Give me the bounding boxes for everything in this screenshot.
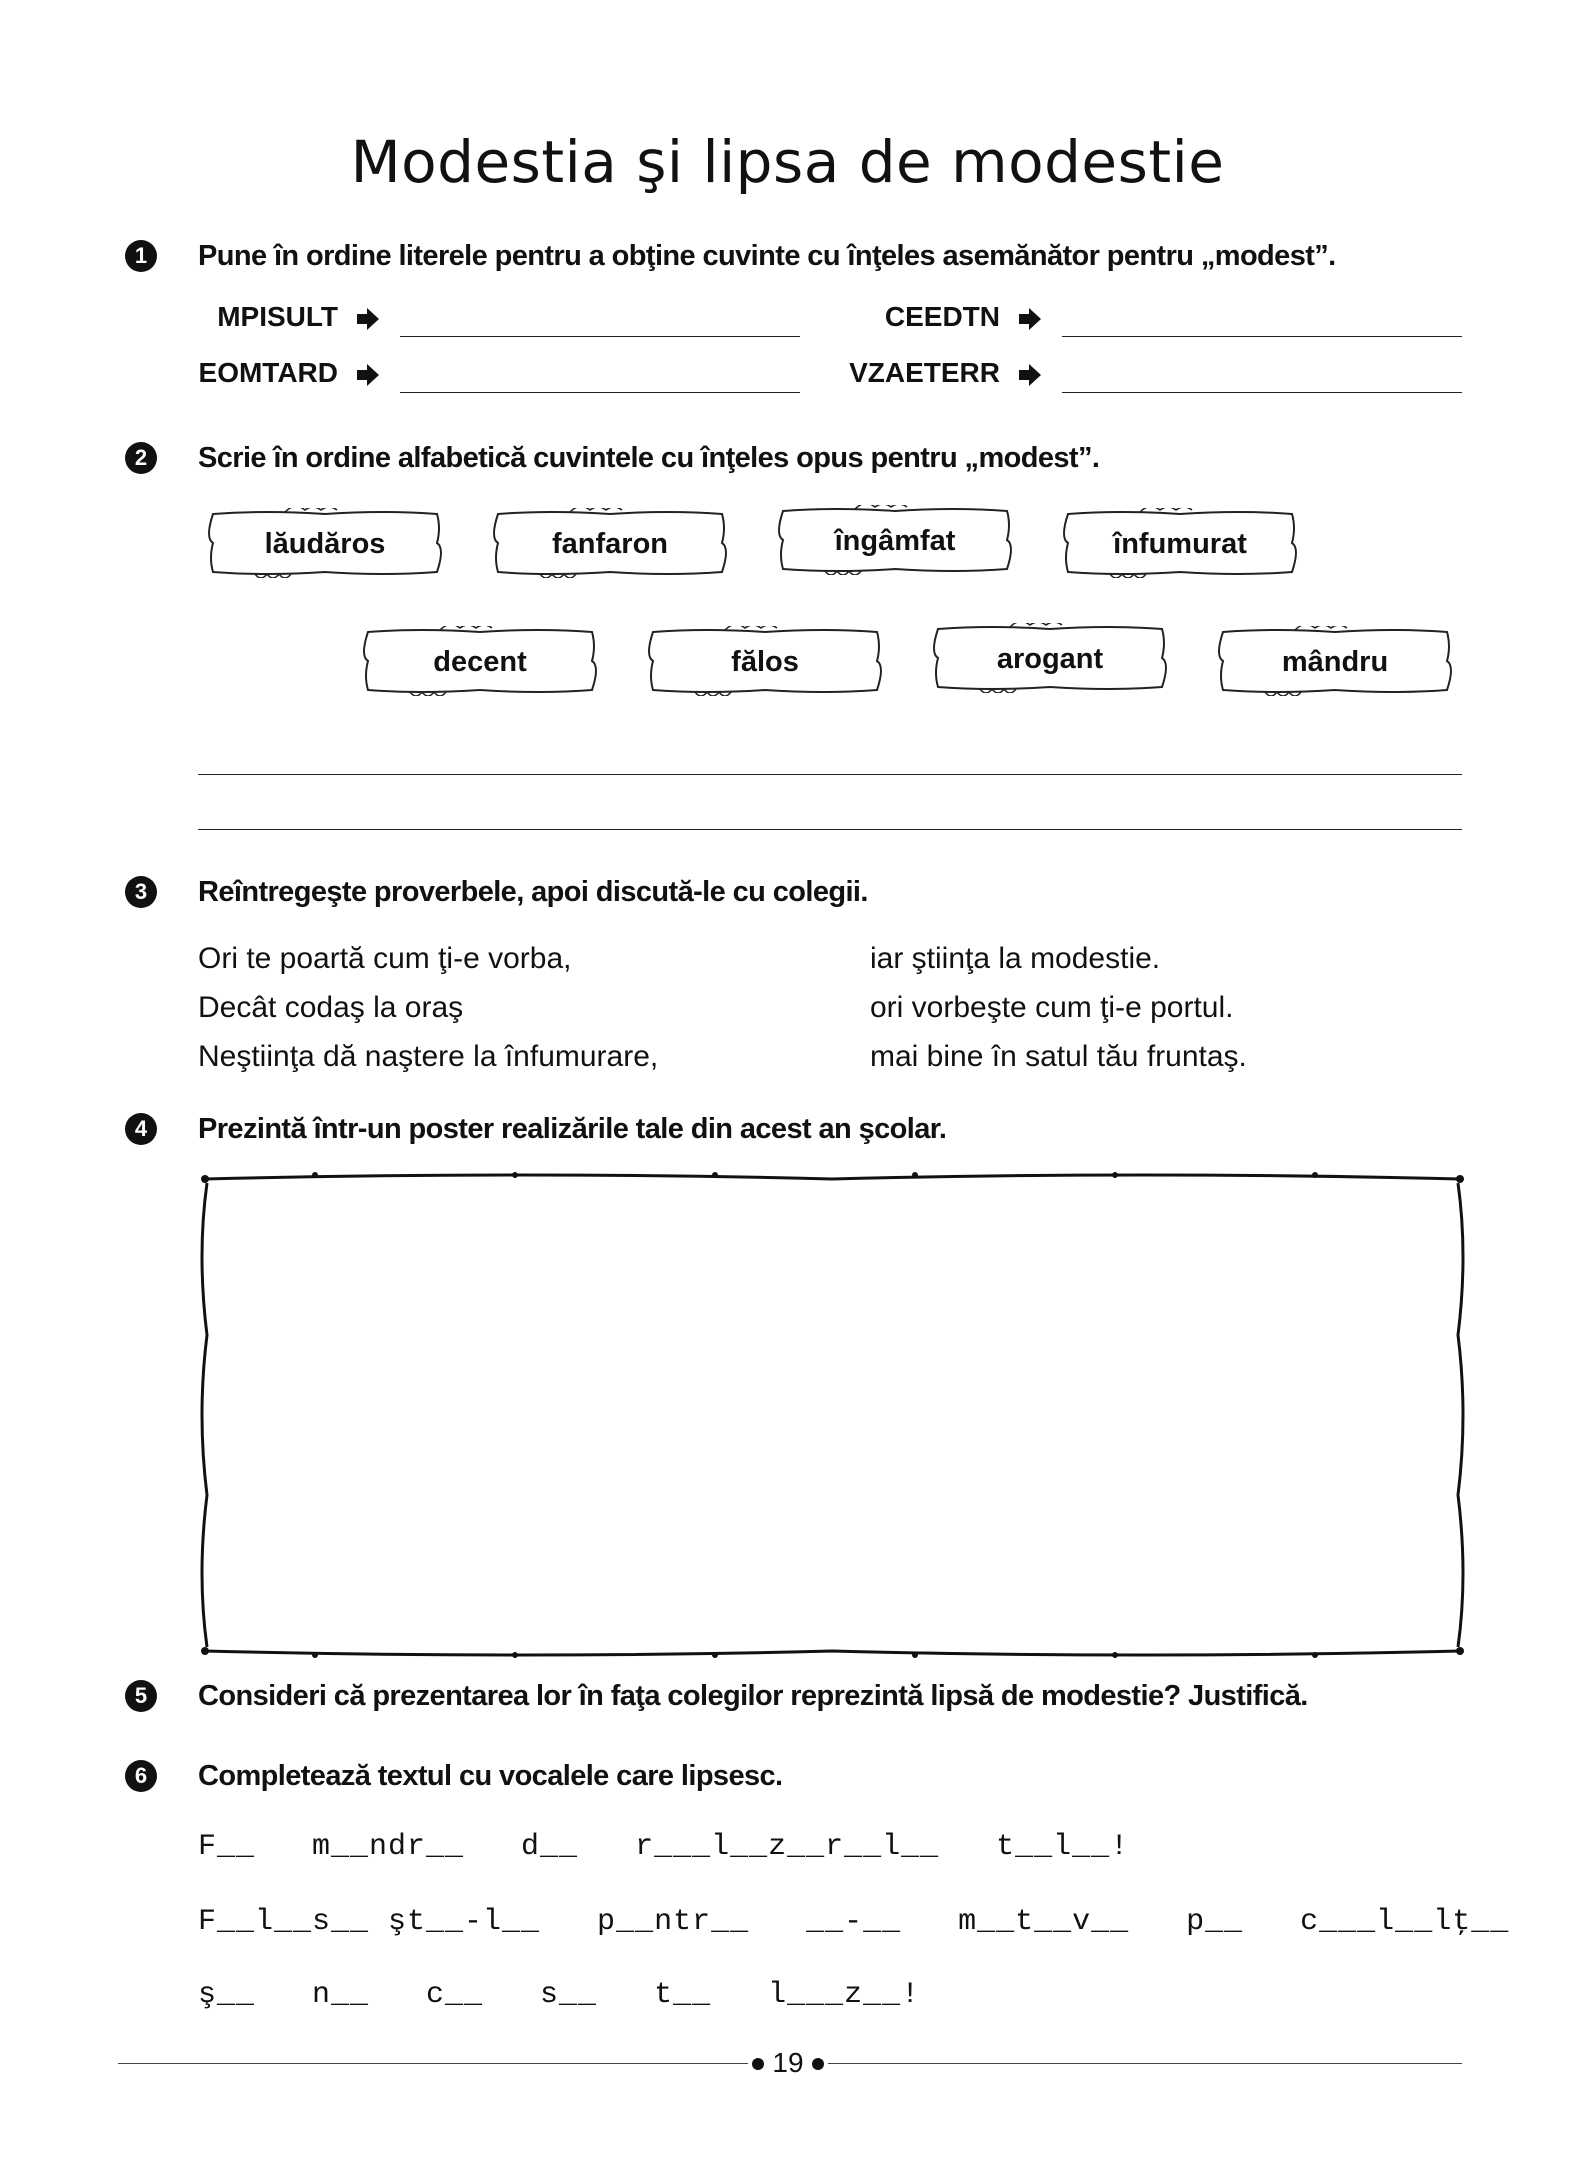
word-tag-label: fanfaron xyxy=(552,528,668,560)
answer-line-5[interactable] xyxy=(198,774,1462,775)
answer-line-6[interactable] xyxy=(198,829,1462,830)
arrow-right-icon xyxy=(355,362,381,388)
exercise-4-instruction: Prezintă într-un poster realizările tale din acest an şcolar. xyxy=(198,1113,947,1145)
arrow-right-icon xyxy=(355,306,381,332)
scrambled-word-4: VZAETERR xyxy=(849,357,1000,388)
proverb-start-3: Neştiinţa dă naştere la înfumurare, xyxy=(198,1040,659,1073)
exercise-3-instruction: Reîntregeşte proverbele, apoi discută-le cu colegii. xyxy=(198,876,868,908)
word-tag-label: îngâmfat xyxy=(834,525,956,557)
exercise-number-5: 5 xyxy=(125,1680,157,1712)
word-tag-label: decent xyxy=(433,646,527,678)
exercise-number-1: 1 xyxy=(125,240,157,272)
answer-line-3[interactable] xyxy=(400,392,800,393)
page-title: Modestia şi lipsa de modestie xyxy=(350,128,1225,196)
answer-line-1[interactable] xyxy=(400,336,800,337)
fill-in-line-1[interactable]: F__ m__ndr__ d__ r___l__z__r__l__ t__l__! xyxy=(198,1830,1130,1864)
word-tag xyxy=(1215,626,1455,696)
scrambled-word-2: CEEDTN xyxy=(884,301,1000,332)
proverb-end-3: mai bine în satul tău fruntaş. xyxy=(870,1040,1247,1073)
word-tag xyxy=(1060,508,1300,578)
footer-dot-icon xyxy=(752,2058,764,2070)
exercise-number-6: 6 xyxy=(125,1760,157,1792)
word-tag xyxy=(930,623,1170,693)
footer-rule-left xyxy=(118,2063,748,2064)
word-tag-label: lăudăros xyxy=(264,528,386,560)
answer-line-2[interactable] xyxy=(1062,336,1462,337)
scrambled-word-1: MPISULT xyxy=(217,301,338,332)
proverb-end-2: ori vorbeşte cum ţi-e portul. xyxy=(870,991,1234,1024)
word-tag-label: mândru xyxy=(1281,646,1389,678)
arrow-right-icon xyxy=(1017,306,1043,332)
footer-rule-right xyxy=(828,2063,1462,2064)
exercise-number-3: 3 xyxy=(125,876,157,908)
exercise-1-instruction: Pune în ordine literele pentru a obţine cuvinte cu înţeles asemănător pentru „modest”. xyxy=(198,240,1336,272)
word-tag xyxy=(360,626,600,696)
word-tag xyxy=(490,508,730,578)
exercise-2-instruction: Scrie în ordine alfabetică cuvintele cu înţeles opus pentru „modest”. xyxy=(198,442,1100,474)
footer-dot-icon xyxy=(812,2058,824,2070)
fill-in-line-3[interactable]: ş__ n__ c__ s__ t__ l___z__! xyxy=(198,1978,921,2012)
word-tag-label: fălos xyxy=(731,646,799,678)
exercise-number-2: 2 xyxy=(125,442,157,474)
proverb-start-2: Decât codaş la oraş xyxy=(198,991,464,1024)
word-tag-label: arogant xyxy=(996,643,1104,675)
word-tag-label: înfumurat xyxy=(1113,528,1247,560)
word-tag xyxy=(645,626,885,696)
word-tag xyxy=(205,508,445,578)
proverb-end-1: iar ştiinţa la modestie. xyxy=(870,942,1161,975)
exercise-number-4: 4 xyxy=(125,1113,157,1145)
poster-frame[interactable] xyxy=(195,1165,1470,1665)
word-tag xyxy=(775,505,1015,575)
exercise-5-instruction: Consideri că prezentarea lor în faţa colegilor reprezintă lipsă de modestie? Justifică. xyxy=(198,1680,1308,1712)
fill-in-line-2[interactable]: F__l__s__ şt__-l__ p__ntr__ __-__ m__t__v__ p__ c___l__lţ__ xyxy=(198,1905,1510,1939)
scrambled-word-3: EOMTARD xyxy=(198,357,338,388)
exercise-6-instruction: Completează textul cu vocalele care lipsesc. xyxy=(198,1760,783,1792)
arrow-right-icon xyxy=(1017,362,1043,388)
proverb-start-1: Ori te poartă cum ţi-e vorba, xyxy=(198,942,572,975)
answer-line-4[interactable] xyxy=(1062,392,1462,393)
page-number: 19 xyxy=(772,2047,804,2078)
